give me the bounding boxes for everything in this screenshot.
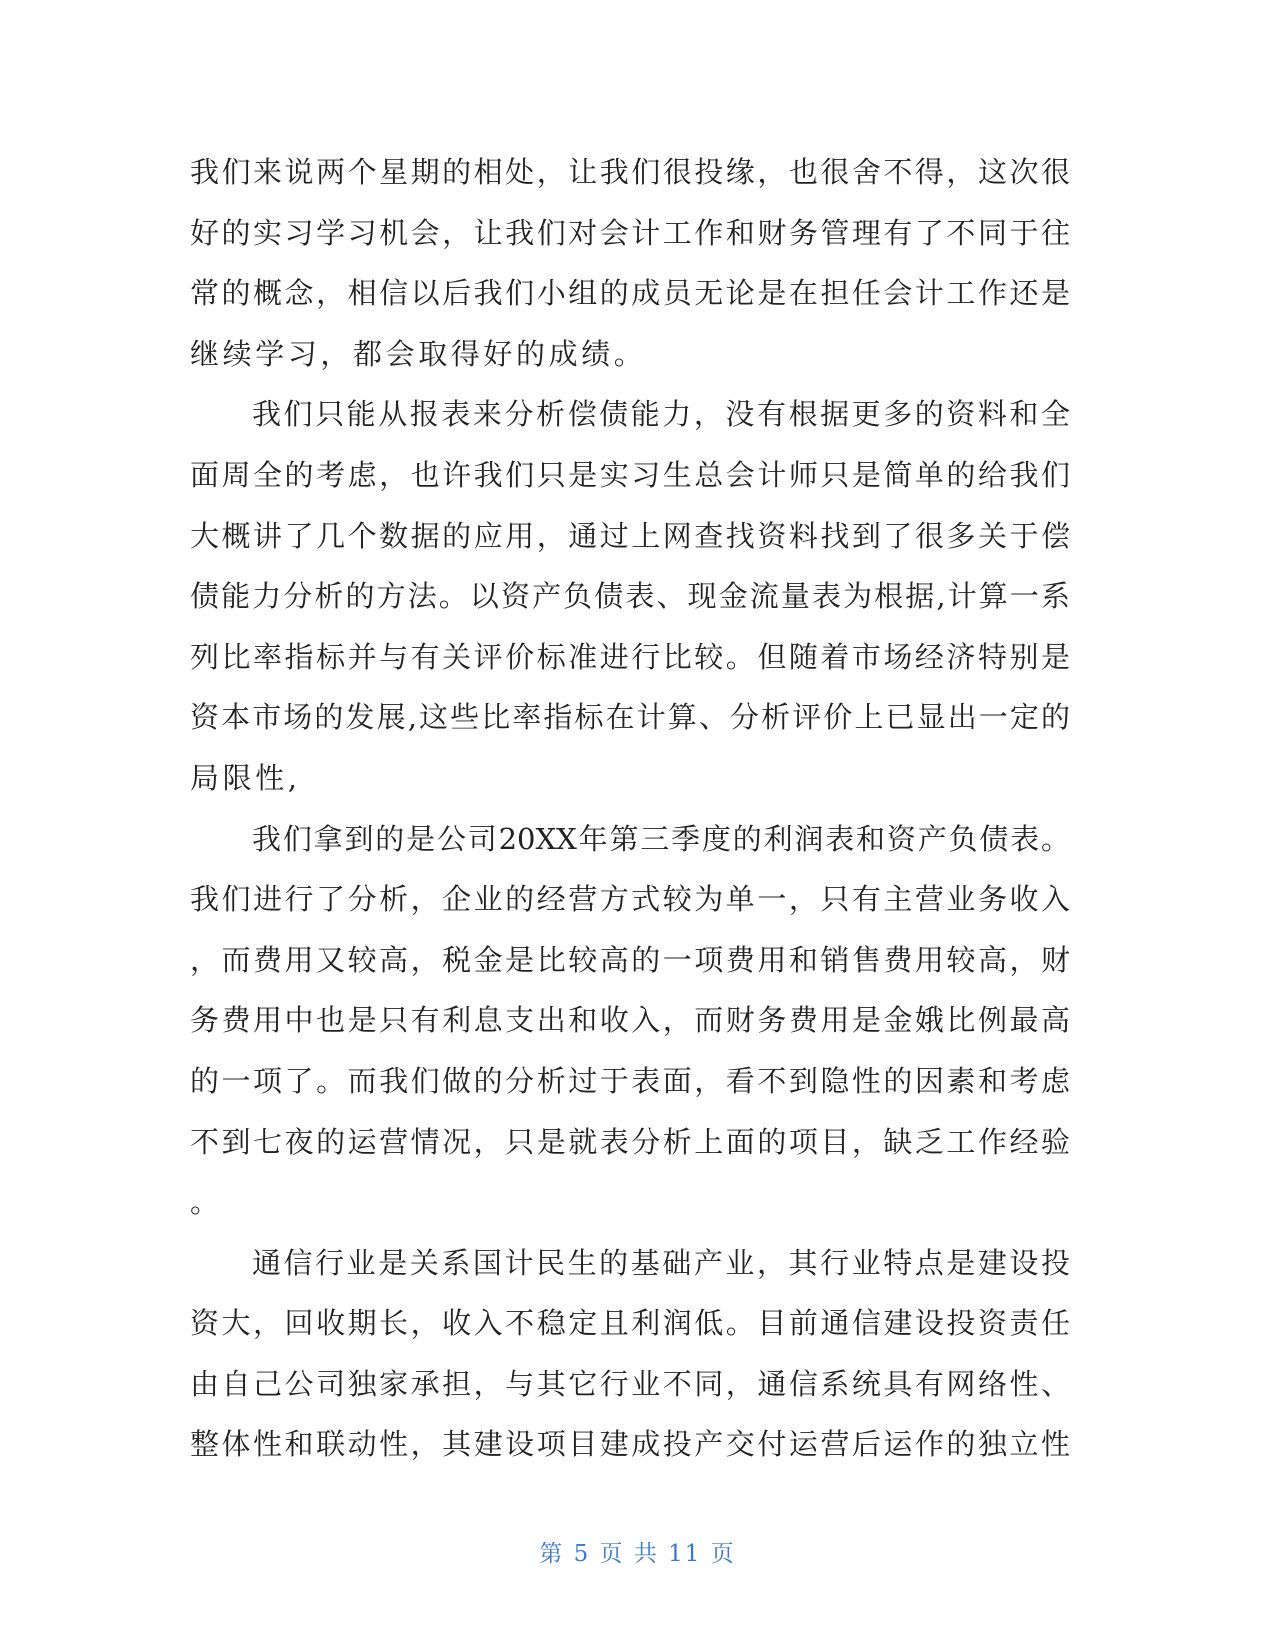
paragraph-1: [190, 142, 1070, 384]
text-line: 。: [190, 1185, 223, 1220]
text-line: 常的概念，相信以后我们小组的成员无论是在担任会计工作还是: [190, 276, 1070, 311]
text-line: 继续学习，都会取得好的成绩。: [190, 336, 647, 371]
text-line: 债能力分析的方法。以资产负债表、现金流量表为根据,计算一系: [190, 579, 1070, 614]
text-line: 好的实习学习机会，让我们对会计工作和财务管理有了不同于往: [190, 215, 1070, 250]
text-line: 务费用中也是只有利息支出和收入，而财务费用是金娥比例最高: [190, 1003, 1070, 1038]
text-line: 的一项了。而我们做的分析过于表面，看不到隐性的因素和考虑: [190, 1063, 1070, 1098]
paragraph-3: [190, 809, 1070, 1233]
page-number-footer: 第 5 页 共 11 页: [539, 1541, 736, 1567]
document-body: [190, 142, 1070, 1475]
text-line: ，而费用又较高，税金是比较高的一项费用和销售费用较高，财: [190, 942, 1070, 977]
paragraph-4: [190, 1233, 1070, 1475]
text-line: 我们进行了分析，企业的经营方式较为单一，只有主营业务收入: [190, 882, 1070, 917]
paragraph-2: [190, 384, 1070, 808]
text-line: 我们拿到的是公司20XX年第三季度的利润表和资产负债表。: [252, 821, 1070, 856]
text-line: 资大，回收期长，收入不稳定且利润低。目前通信建设投资责任: [190, 1306, 1070, 1341]
text-line: 资本市场的发展,这些比率指标在计算、分析评价上已显出一定的: [190, 700, 1070, 735]
text-line: 通信行业是关系国计民生的基础产业，其行业特点是建设投: [252, 1245, 1070, 1280]
text-line: 列比率指标并与有关评价标准进行比较。但随着市场经济特别是: [190, 639, 1070, 674]
text-line: 局限性,: [190, 760, 301, 795]
text-line: 面周全的考虑，也许我们只是实习生总会计师只是简单的给我们: [190, 457, 1070, 492]
text-line: 我们来说两个星期的相处，让我们很投缘，也很舍不得，这次很: [190, 155, 1070, 189]
text-line: 大概讲了几个数据的应用，通过上网查找资料找到了很多关于偿: [190, 518, 1070, 553]
text-line: 我们只能从报表来分析偿债能力，没有根据更多的资料和全: [252, 397, 1070, 432]
text-line: 整体性和联动性，其建设项目建成投产交付运营后运作的独立性: [190, 1427, 1070, 1462]
text-line: 由自己公司独家承担，与其它行业不同，通信系统具有网络性、: [190, 1366, 1070, 1401]
text-line: 不到七夜的运营情况，只是就表分析上面的项目，缺乏工作经验: [190, 1124, 1070, 1159]
